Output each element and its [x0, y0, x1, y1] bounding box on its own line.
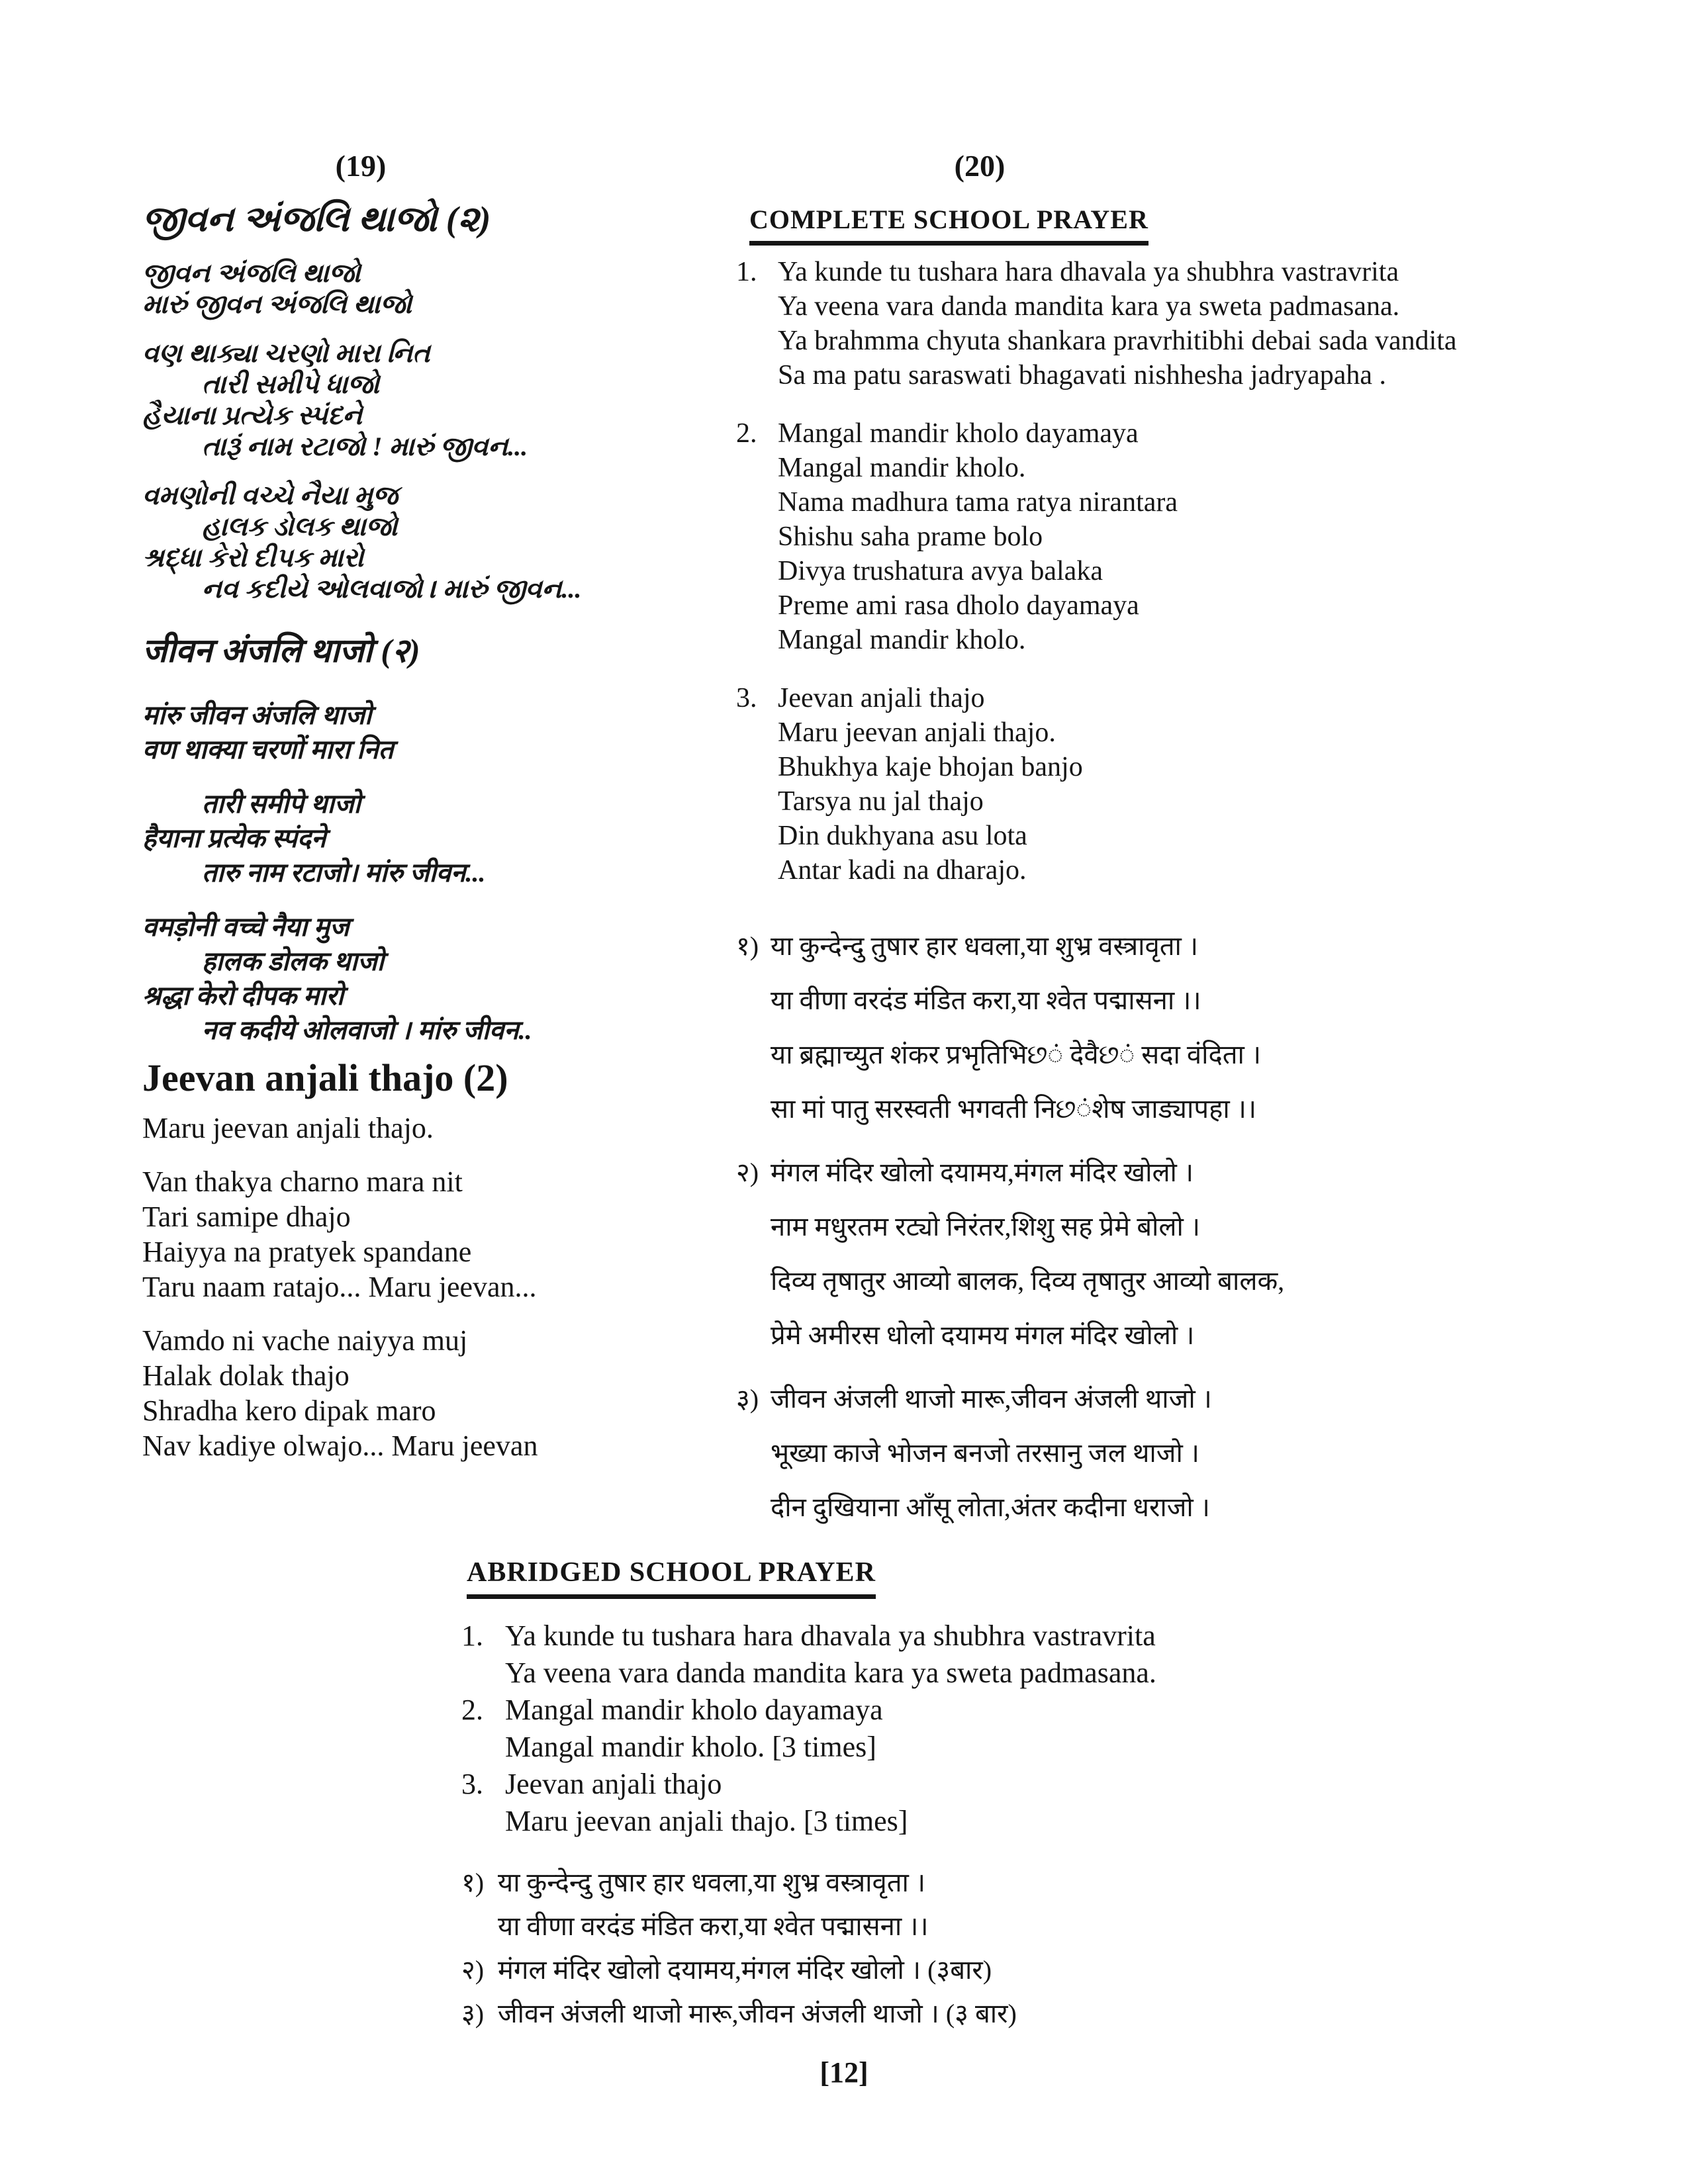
abridged-school-prayer-title: ABRIDGED SCHOOL PRAYER [467, 1557, 876, 1599]
item-lines [778, 416, 1178, 657]
verse-line: Mangal mandir kholo. [778, 453, 1026, 483]
item-lines [505, 1617, 1156, 1692]
list-item [461, 1948, 1454, 1992]
verse-line: Ya kunde tu tushara hara dhavala ya shubhra vastravrita [505, 1619, 1156, 1652]
verse-line: Nav kadiye olwajo... Maru jeevan [142, 1430, 538, 1462]
verse-line: Mangal mandir kholo dayamaya [505, 1694, 883, 1726]
verse-line: प्रेमे अमीरस धोलो दयामय मंगल मंदिर खोलो । [771, 1320, 1195, 1350]
verse-line: હૈયાના પ્રત્યેક સ્પંદને [142, 400, 363, 430]
verse-line: Nama madhura tama ratya nirantara [778, 487, 1178, 518]
item-number: 3. [736, 683, 757, 713]
verse-line: मंगल मंदिर खोलो दयामय,मंगल मंदिर खोलो । [771, 1158, 1194, 1187]
stanza-gap [142, 462, 606, 480]
item-number: ३) [461, 1999, 485, 2028]
item-lines [771, 1372, 1212, 1535]
verse-line: Mangal mandir kholo. [3 times] [505, 1731, 876, 1763]
verse-line: जीवन अंजली थाजो मारू,जीवन अंजली थाजो । (३ बार) [498, 1999, 1017, 2028]
gujarati-verse-block [142, 257, 606, 604]
item-number: 3. [461, 1768, 483, 1800]
verse-line: Haiyya na pratyek spandane [142, 1236, 472, 1268]
verse-line: या वीणा वरदंड मंडित करा,या श्वेत पद्मासना ।। [771, 985, 1201, 1015]
english-song-title: Jeevan anjali thajo (2) [142, 1056, 508, 1099]
item-lines [771, 919, 1261, 1136]
item-lines [498, 1992, 1017, 2036]
verse-line: Halak dolak thajo [142, 1359, 350, 1392]
verse-line: નવ કદીયે ઓલવાજો । મારું જીવન... [202, 574, 582, 604]
item-lines [505, 1766, 908, 1840]
verse-line: Maru jeevan anjali thajo. [142, 1112, 434, 1144]
verse-line: Ya veena vara danda mandita kara ya sweta padmasana. [778, 291, 1400, 322]
verse-line: वमड़ोनी वच्चे नैया मुज [142, 912, 350, 942]
item-number: 2. [461, 1694, 483, 1726]
verse-line: Jeevan anjali thajo [505, 1768, 722, 1800]
item-number: २) [736, 1158, 759, 1187]
list-item [736, 1146, 1650, 1363]
verse-line: Vamdo ni vache naiyya muj [142, 1324, 468, 1357]
item-lines [498, 1861, 929, 1948]
left-column [142, 199, 606, 1463]
list-item [736, 255, 1650, 392]
complete-prayer-numbered-list [736, 255, 1650, 887]
list-item [736, 681, 1650, 887]
verse-line: મારું જીવન અંજલિ થાજો [142, 289, 412, 319]
verse-line: या वीणा वरदंड मंडित करा,या श्वेत पद्मासना ।। [498, 1911, 929, 1941]
verse-line: दीन दुखियाना आँसू लोता,अंतर कदीना धराजो । [771, 1492, 1210, 1522]
verse-line: Maru jeevan anjali thajo. [3 times] [505, 1805, 908, 1837]
verse-line: વણ થાક્યા ચરણો મારા નિત [142, 338, 430, 368]
verse-line: मंगल मंदिर खोलो दयामय,मंगल मंदिर खोलो । (३बार) [498, 1955, 992, 1985]
verse-line: હાલક ડોલક થાજો [202, 512, 398, 541]
verse-line: हैयाना प्रत्येक स्पंदने [142, 823, 326, 853]
verse-line: Mangal mandir kholo dayamaya [778, 418, 1139, 449]
item-number: १) [736, 931, 759, 961]
item-lines [505, 1692, 883, 1766]
item-lines [778, 681, 1083, 887]
item-lines [498, 1948, 992, 1992]
verse-line: Antar kadi na dharajo. [778, 855, 1027, 886]
verse-line: हालक डोलक थाजो [202, 946, 384, 976]
left-page-number: (19) [335, 149, 387, 183]
verse-line: जीवन अंजली थाजो मारू,जीवन अंजली थाजो । [771, 1384, 1212, 1414]
verse-line: Mangal mandir kholo. [778, 625, 1026, 655]
list-item [736, 1372, 1650, 1535]
hindi-verse-block [142, 698, 606, 1048]
verse-line: नव कदीये ओलवाजो । मांरु जीवन.. [202, 1015, 532, 1045]
verse-line: तारु नाम रटाजो। मांरु जीवन... [202, 858, 486, 887]
stanza-gap [142, 1304, 606, 1323]
verse-line: જીવન અંજલિ થાજો [142, 258, 361, 288]
item-lines [778, 255, 1457, 392]
right-column [736, 204, 1650, 1544]
verse-line: तारी समीपे थाजो [202, 789, 361, 819]
list-item [736, 416, 1650, 657]
complete-prayer-devanagari-verses [736, 919, 1650, 1535]
list-item [461, 1766, 1454, 1840]
complete-school-prayer-title: COMPLETE SCHOOL PRAYER [749, 204, 1149, 246]
verse-line: Divya trushatura avya balaka [778, 556, 1103, 586]
item-number: 2. [736, 418, 757, 449]
item-number: 1. [736, 257, 757, 287]
verse-line: Shishu saha prame bolo [778, 522, 1043, 552]
list-item [461, 1992, 1454, 2036]
verse-line: Jeevan anjali thajo [778, 683, 985, 713]
item-number: २) [461, 1955, 485, 1985]
verse-line: Preme ami rasa dholo dayamaya [778, 590, 1139, 621]
verse-line: Bhukhya kaje bhojan banjo [778, 752, 1083, 782]
list-item [461, 1617, 1454, 1692]
verse-line: भूख्या काजे भोजन बनजो तरसानु जल थाजो । [771, 1438, 1199, 1468]
verse-line: या कुन्देन्दु तुषार हार धवला,या शुभ्र वस्त्रावृता । [771, 931, 1199, 961]
verse-line: Maru jeevan anjali thajo. [778, 717, 1056, 748]
abridged-prayer-devanagari-verses [461, 1861, 1454, 2036]
abridged-section [461, 1557, 1454, 2036]
verse-line: श्रद्धा केरो दीपक मारो [142, 981, 344, 1011]
verse-line: या कुन्देन्दु तुषार हार धवला,या शुभ्र वस्त्रावृता । [498, 1868, 926, 1897]
verse-line: Ya brahmma chyuta shankara pravrhitibhi debai sada vandita [778, 326, 1457, 356]
verse-line: Tarsya nu jal thajo [778, 786, 984, 817]
verse-line: Sa ma patu saraswati bhagavati nishhesha jadryapaha . [778, 360, 1387, 390]
english-verse-block [142, 1111, 606, 1463]
page-footer: [12] [820, 2056, 868, 2089]
verse-line: Taru naam ratajo... Maru jeevan... [142, 1271, 537, 1303]
list-item [461, 1861, 1454, 1948]
verse-line: વમણોની વચ્ચે નૈયા મુજ [142, 480, 399, 510]
list-item [461, 1692, 1454, 1766]
verse-line: या ब्रह्माच्युत शंकर प्रभृतिभिછं देवैછं सदा वंदिता । [771, 1040, 1262, 1069]
verse-line: दिव्य तृषातुर आव्यो बालक, दिव्य तृषातुर आव्यो बालक, [771, 1266, 1285, 1296]
verse-line: Ya kunde tu tushara hara dhavala ya shubhra vastravrita [778, 257, 1399, 287]
stanza-gap [142, 890, 606, 910]
item-number: १) [461, 1868, 485, 1897]
stanza-gap [142, 1146, 606, 1164]
stanza-gap [142, 320, 606, 338]
verse-line: Din dukhyana asu lota [778, 821, 1027, 851]
verse-line: Ya veena vara danda mandita kara ya sweta padmasana. [505, 1657, 1156, 1689]
verse-line: Tari samipe dhajo [142, 1201, 351, 1233]
gujarati-song-title: જીવન અંજલિ થાજો (૨) [142, 199, 491, 239]
right-page-number: (20) [954, 149, 1006, 183]
verse-line: Shradha kero dipak maro [142, 1394, 436, 1427]
verse-line: શ્રદ્ધા કેરો દીપક મારો [142, 543, 364, 572]
verse-line: नाम मधुरतम रट्यो निरंतर,शिशु सह प्रेमे बोलो । [771, 1212, 1201, 1242]
item-number: 1. [461, 1619, 483, 1652]
item-lines [771, 1146, 1284, 1363]
stanza-gap [142, 767, 606, 787]
verse-line: તારૂં નામ રટાજો ! મારું જીવન... [202, 432, 528, 461]
verse-line: मांरु जीवन अंजलि थाजो [142, 700, 372, 730]
abridged-prayer-numbered-list [461, 1617, 1454, 1840]
item-number: ३) [736, 1384, 759, 1414]
verse-line: તારી સમીપે ધાજો [202, 369, 380, 399]
verse-line: सा मां पातु सरस्वती भगवती निછंशेष जाड्यापहा ।। [771, 1094, 1257, 1124]
verse-line: वण थाक्या चरणों मारा नित [142, 735, 394, 764]
verse-line: Van thakya charno mara nit [142, 1165, 463, 1198]
hindi-song-title: जीवन अंजलि थाजो (२) [142, 632, 420, 669]
list-item [736, 919, 1650, 1136]
